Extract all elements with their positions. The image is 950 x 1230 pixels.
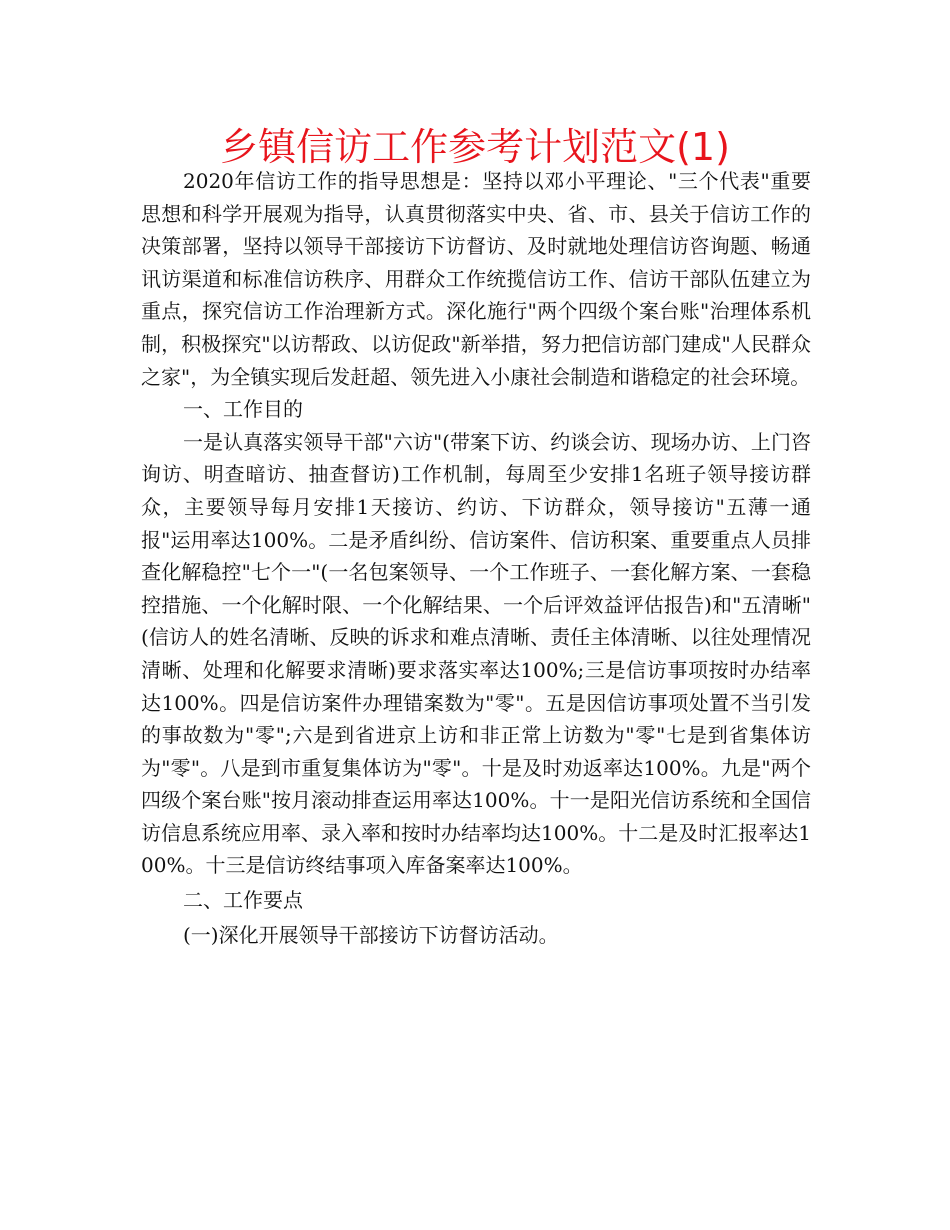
subheading-point-one: (一)深化开展领导干部接访下访督访活动。: [183, 922, 559, 947]
document-body: [141, 165, 811, 951]
paragraph-guiding-ideology: 2020年信访工作的指导思想是：坚持以邓小平理论、"三个代表"重要思想和科学开展观为指导，认真贯彻落实中央、省、市、县关于信访工作的决策部署，坚持以领导干部接访下访督访、及时就地处理信访咨询题、畅通讯访渠道和标准信访秩序、用群众工作统揽信访工作、信访干部队伍建立为重点，探究信访工作治理新方式。深化施行"两个四级个案台账"治理体系机制，积极探究"以访帮政、以访促政"新举措，努力把信访部门建成"人民群众之家"，为全镇实现后发赶超、领先进入小康社会制造和谐稳定的社会环境。: [141, 169, 811, 389]
heading-work-goals: 一、工作目的: [183, 397, 303, 422]
document-title: 乡镇信访工作参考计划范文(1): [220, 125, 730, 169]
heading-work-points: 二、工作要点: [183, 888, 303, 913]
paragraph-work-goals: 一是认真落实领导干部"六访"(带案下访、约谈会访、现场办访、上门咨询访、明查暗访、抽查督访)工作机制，每周至少安排1名班子领导接访群众，主要领导每月安排1天接访、约访、下访群众，领导接访"五薄一通报"运用率达100%。二是矛盾纠纷、信访案件、信访积案、重要重点人员排查化解稳控"七个一"(一名包案领导、一个工作班子、一套化解方案、一套稳控措施、一个化解时限、一个化解结果、一个后评效益评估报告)和"五清晰"(信访人的姓名清晰、反映的诉求和难点清晰、责任主体清晰、以往处理情况清晰、处理和化解要求清晰)要求落实率达100%;三是信访事项按时办结率达100%。四是信访案件办理错案数为"零"。五是因信访事项处置不当引发的事故数为"零";六是到省进京上访和非正常上访数为"零"七是到省集体访为"零"。八是到市重复集体访为"零"。十是及时劝返率达100%。九是"两个四级个案台账"按月滚动排查运用率达100%。十一是阳光信访系统和全国信访信息系统应用率、录入率和按时办结率均达100%。十二是及时汇报率达100%。十三是信访终结事项入库备案率达100%。: [141, 429, 811, 878]
